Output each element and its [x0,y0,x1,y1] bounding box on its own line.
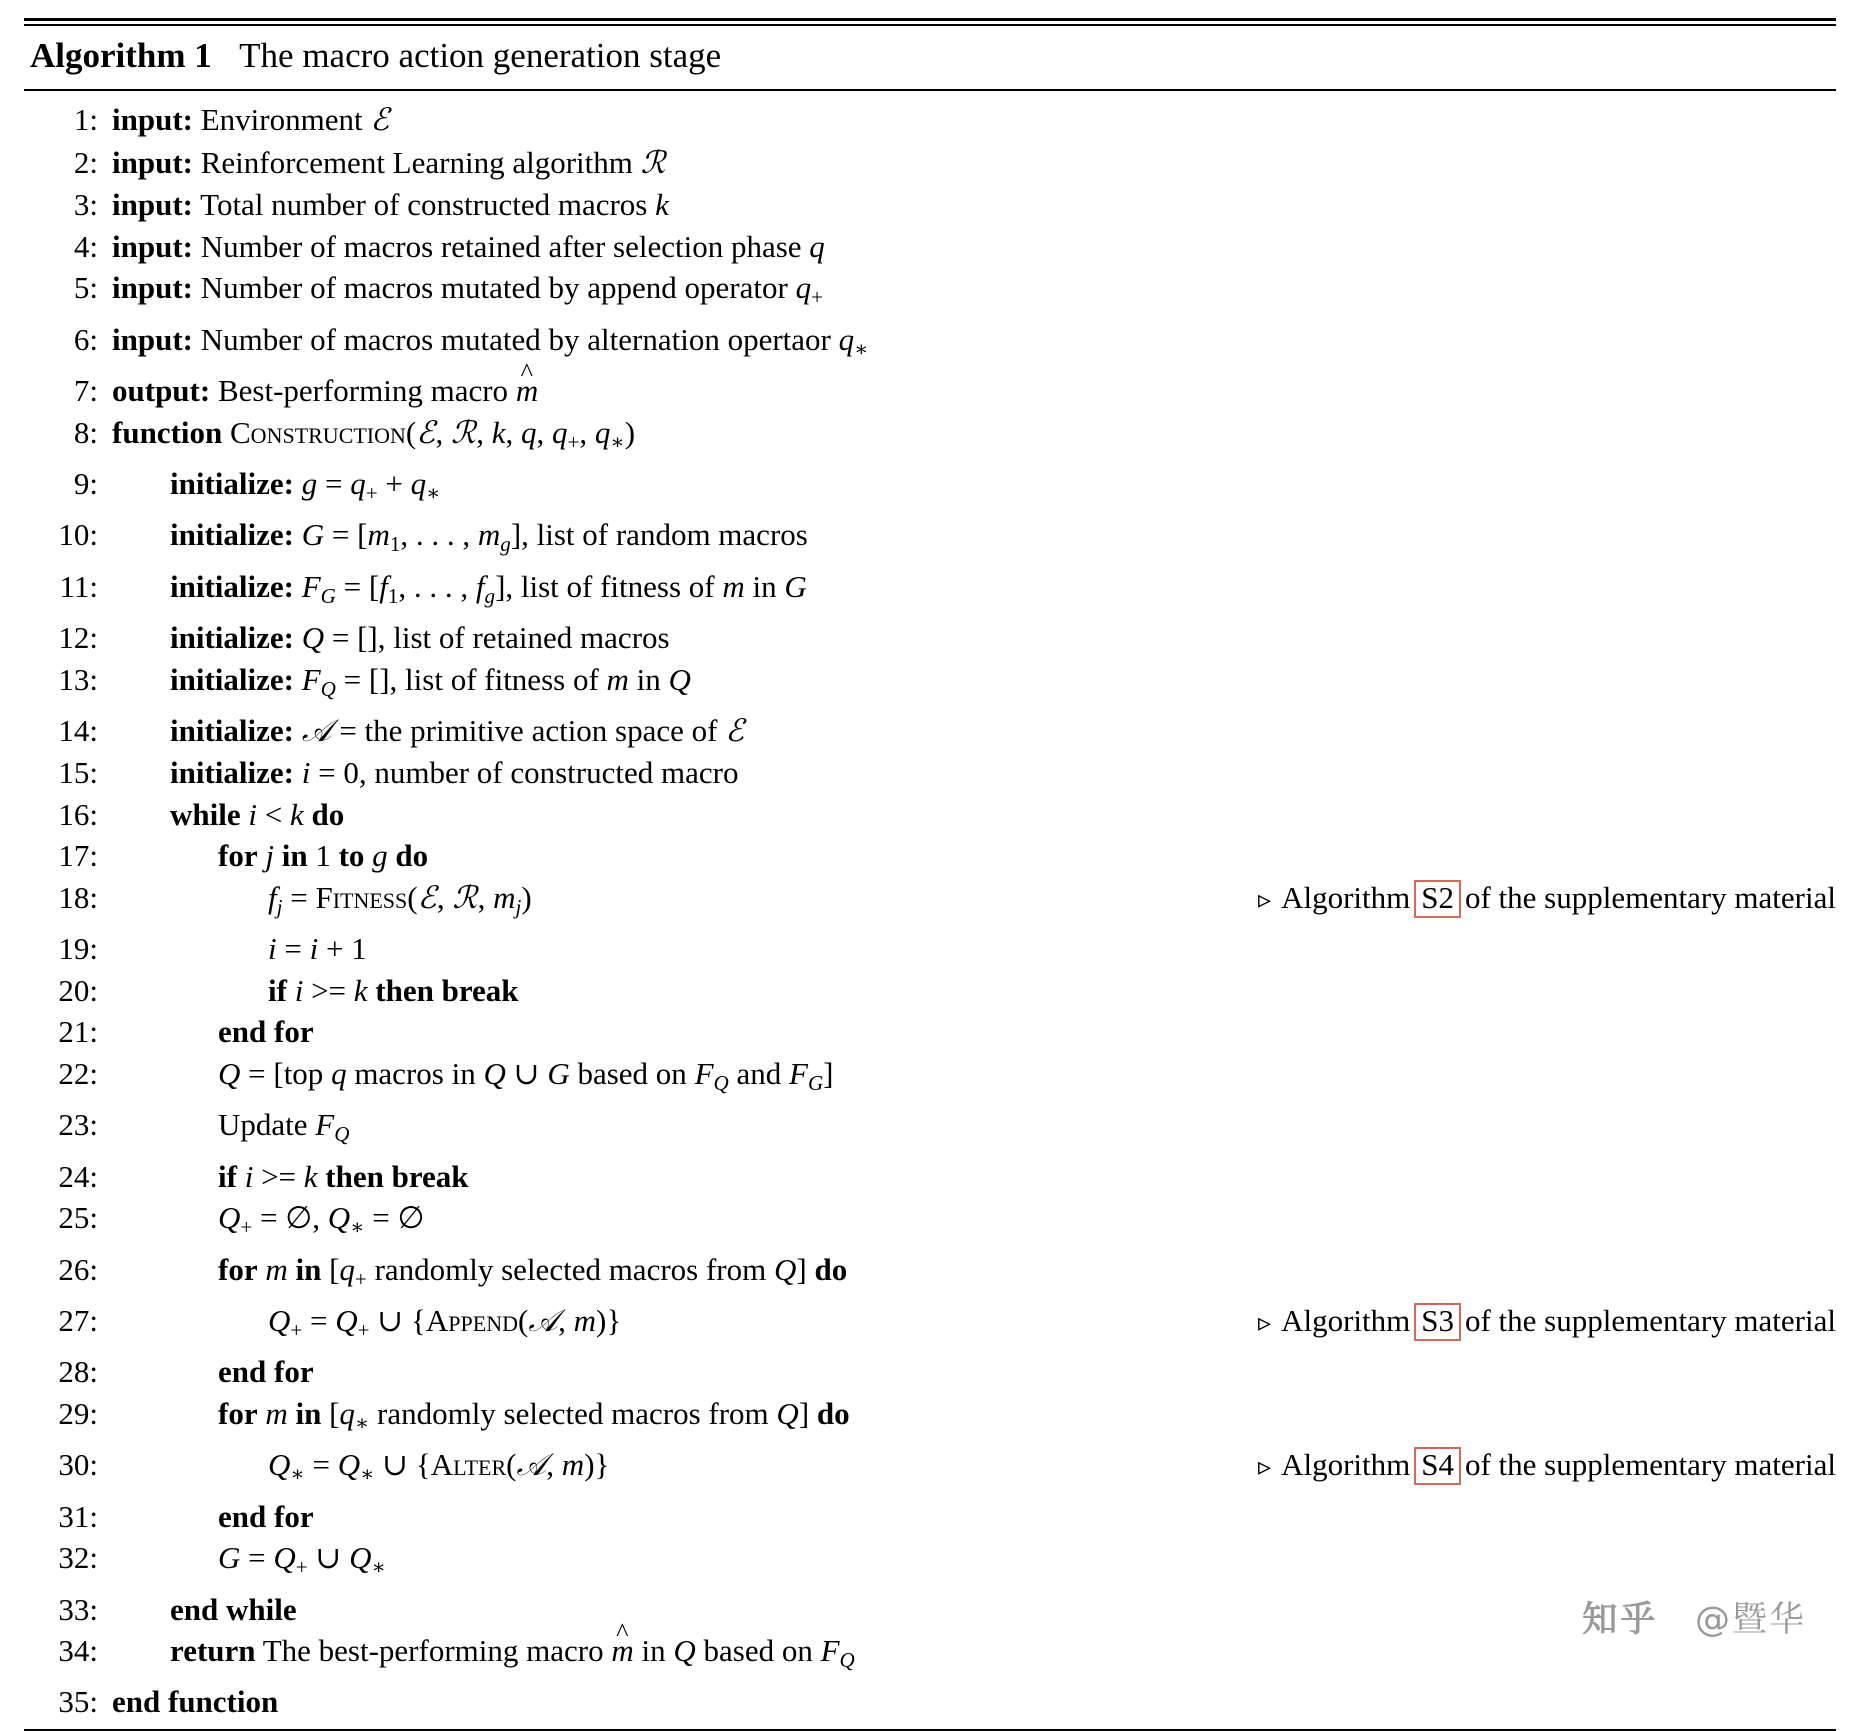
line-number: 16: [58,796,98,832]
line-content: end for [218,1014,314,1050]
line-content: input: Reinforcement Learning algorithm ℛ [112,144,666,181]
line-content: input: Environment ℰ [112,102,390,139]
title-separator-rule [24,89,1836,91]
algorithm-line [24,617,1836,659]
line-content: input: Number of macros mutated by alternation opertaor $q_∗$ [112,321,869,361]
algorithm-block [24,18,1836,1731]
algorithm-line [24,877,1836,928]
algorithm-line [24,463,1836,514]
comment-boxed-ref: S3 [1414,1303,1461,1341]
line-content: end while [170,1591,297,1627]
line-content: for m in [$q_+$ randomly selected macros from Q] do [218,1251,848,1291]
algorithm-line [24,184,1836,226]
comment-suffix: of the supplementary material [1464,879,1836,915]
line-number: 22: [58,1055,98,1091]
algorithm-line [24,1630,1836,1681]
algorithm-line [24,319,1836,370]
line-number: 9: [73,465,98,501]
line-number: 34: [58,1633,98,1668]
algorithm-line [24,1197,1836,1248]
line-number: 32: [58,1540,98,1576]
line-content: $G = Q_+$ ∪ $Q_∗$ [218,1540,386,1579]
algorithm-title [24,26,1836,83]
comment-prefix: Algorithm [1281,1302,1411,1338]
algorithm-line [24,752,1836,794]
line-number: 31: [58,1498,98,1534]
line-content: output: Best-performing macro ^ m [112,370,1836,412]
line-number: 2: [73,144,98,180]
algorithm-line [24,566,1836,617]
line-content: if i >= k then break [218,1158,469,1194]
algorithm-line [24,1444,1836,1495]
line-content: while i < k do [170,796,345,832]
line-number: 35: [58,1684,98,1720]
line-content: initialize: $F_G = [f_1$, . . . , $f_g$], list of fitness of m in G [170,568,807,608]
algorithm-line [24,1300,1836,1351]
line-content: function Construction(ℰ, ℛ, k, q, $q_+$, $q_∗$) [112,414,636,454]
line-number: 6: [73,321,98,357]
algorithm-body [24,95,1836,1723]
line-number: 12: [58,620,98,656]
top-double-rule [24,18,1836,26]
line-number: 19: [58,931,98,967]
line-content: end for [218,1498,314,1534]
line-number: 13: [58,661,98,697]
line-comment [1258,877,1836,921]
line-number: 25: [58,1200,98,1236]
line-content: initialize: $g = q_+ + q_∗$ [170,465,441,505]
line-number: 7: [73,373,98,409]
comment-marker-icon: ▹ [1258,1452,1272,1482]
algorithm-line [24,1681,1836,1723]
line-number: 8: [73,414,98,450]
line-content: for j in 1 to g do [218,838,429,874]
line-content: initialize: $F_Q$ = [], list of fitness of m in Q [170,661,691,701]
algorithm-line [24,1249,1836,1300]
line-content: if i >= k then break [268,972,519,1008]
line-content: end for [218,1354,314,1390]
line-content: i = i + 1 [268,931,367,967]
algorithm-line [24,659,1836,710]
watermark-handle: @暨华 [1694,1600,1806,1640]
line-number: 27: [58,1302,98,1338]
line-content: initialize: i = 0, number of constructed macro [170,755,739,791]
comment-boxed-ref: S2 [1414,880,1461,918]
line-number: 18: [58,879,98,915]
algorithm-line [24,267,1836,318]
line-content: for m in [$q_∗$ randomly selected macros from Q] do [218,1395,850,1435]
line-number: 11: [59,568,98,604]
line-content: $f_j$ = Fitness(ℰ, ℛ, $m_j$) ▹ Algorithm S2 of the supplementary material [112,877,1836,928]
line-number: 4: [73,228,98,264]
comment-suffix: of the supplementary material [1464,1302,1836,1338]
line-number: 26: [58,1251,98,1287]
line-content: $Q_+$ = ∅, $Q_∗$ = ∅ [218,1200,425,1240]
line-content: $Q_+ = Q_+$ ∪ {Append(𝒜, m)} ▹ Algorithm S3 of the supplementary material [112,1300,1836,1351]
algorithm-line [24,1496,1836,1538]
line-content: initialize: $G = [m_1$, . . . , $m_g$], list of random macros [170,517,808,557]
line-content: input: Number of macros retained after selection phase q [112,228,825,264]
line-number: 30: [58,1447,98,1483]
line-number: 5: [73,270,98,306]
line-number: 15: [58,755,98,791]
comment-boxed-ref: S4 [1414,1447,1461,1485]
line-comment [1258,1300,1836,1344]
line-number: 3: [73,187,98,223]
line-content: Q = [top q macros in Q ∪ G based on $F_Q$ and $F_G$] [218,1055,834,1095]
line-content: input: Number of macros mutated by append operator $q_+$ [112,270,823,310]
algorithm-line [24,142,1836,185]
line-content: $Q_∗ = Q_∗$ ∪ {Alter(𝒜, m)} ▹ Algorithm S4 of the supplementary material [112,1444,1836,1495]
algorithm-line [24,226,1836,268]
line-content: input: Total number of constructed macros k [112,187,669,223]
algorithm-line [24,1589,1836,1631]
algorithm-title-label: Algorithm 1 [30,36,212,75]
line-number: 29: [58,1395,98,1431]
algorithm-line [24,1053,1836,1104]
algorithm-line [24,1104,1836,1155]
line-number: 14: [58,712,98,748]
comment-prefix: Algorithm [1281,879,1411,915]
line-number: 17: [58,838,98,874]
algorithm-line [24,928,1836,970]
algorithm-line [24,1156,1836,1198]
line-number: 33: [58,1591,98,1627]
watermark-logo: 知乎 [1582,1600,1659,1640]
comment-suffix: of the supplementary material [1464,1447,1836,1483]
algorithm-line [24,835,1836,877]
algorithm-line [24,1393,1836,1444]
algorithm-line [24,794,1836,836]
algorithm-line [24,710,1836,753]
algorithm-line [24,970,1836,1012]
line-number: 20: [58,972,98,1008]
line-content: initialize: Q = [], list of retained macros [170,620,670,656]
line-number: 24: [58,1158,98,1194]
comment-prefix: Algorithm [1281,1447,1411,1483]
watermark [1582,1592,1806,1642]
line-number: 28: [58,1354,98,1390]
line-content: end function [112,1684,279,1720]
line-content: return The best-performing macro ^ m in Q based on $F_Q$ [112,1630,1836,1681]
algorithm-line [24,412,1836,463]
algorithm-line [24,514,1836,565]
algorithm-line [24,370,1836,412]
algorithm-title-text: The macro action generation stage [239,36,722,75]
line-number: 23: [58,1107,98,1143]
line-number: 10: [58,517,98,553]
line-content: initialize: 𝒜 = the primitive action space of ℰ [170,712,745,749]
algorithm-line [24,1537,1836,1588]
line-number: 21: [58,1014,98,1050]
comment-marker-icon: ▹ [1258,884,1272,914]
line-content: Update $F_Q$ [218,1107,350,1147]
line-number: 1: [73,102,98,138]
algorithm-line [24,1351,1836,1393]
algorithm-line [24,99,1836,142]
comment-marker-icon: ▹ [1258,1307,1272,1337]
algorithm-line [24,1011,1836,1053]
line-comment [1258,1444,1836,1488]
